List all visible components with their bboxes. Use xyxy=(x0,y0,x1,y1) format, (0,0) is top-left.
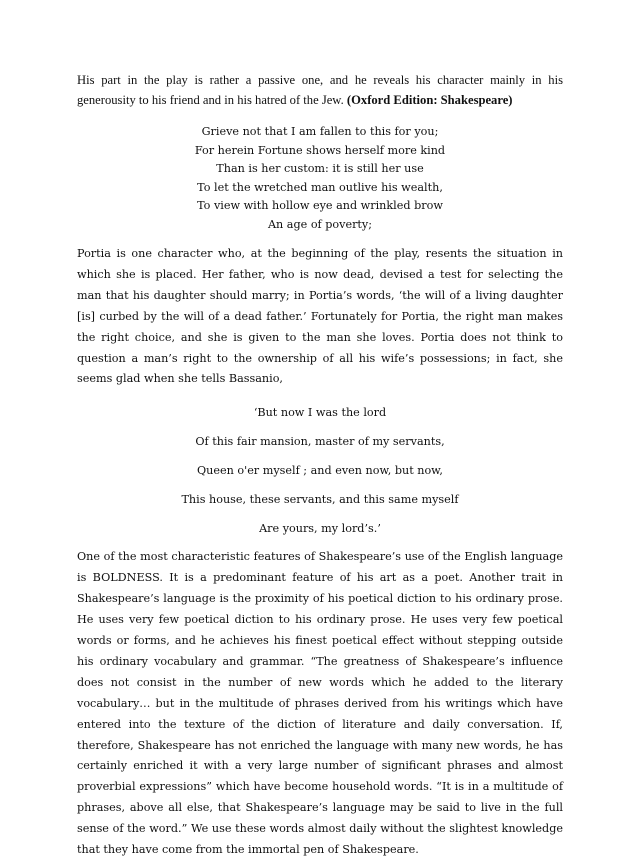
document-page xyxy=(77,60,563,861)
verse-line: To let the wretched man outlive his wealth, xyxy=(197,180,443,194)
verse-line: To view with hollow eye and wrinkled brow xyxy=(197,199,443,212)
verse-block-1 xyxy=(77,123,563,234)
verse-line: For herein Fortune shows herself more kind xyxy=(194,143,446,157)
verse-line: An age of poverty; xyxy=(267,217,373,231)
verse-line: Than is her custom: it is still her use xyxy=(216,162,424,175)
verse-line: Are yours, my lord’s.’ xyxy=(259,522,381,536)
verse-line: Of this fair mansion, master of my servants, xyxy=(195,435,445,449)
verse-line: This house, these servants, and this same myself xyxy=(181,493,459,507)
verse-line: ‘But now I was the lord xyxy=(253,406,387,420)
intro-citation: (Oxford Edition: Shakespeare) xyxy=(346,93,513,107)
body-paragraph-language: One of the most characteristic features of Shakespeare’s use of the English language is BOLDNESS. It is a predominant feature of his art as a poet. Another trait in Shakespeare’s language is the proximity of his poetical diction to his ordinary prose. He uses very few poetical diction to his ordinary prose. He uses very few poetical words or forms, and he achieves his finest poetical effect without stepping outside his ordinary vocabulary and grammar. “The greatness of Shakespeare’s influence does not consist in the number of new words which he added to the literary vocabulary… but in the multitude of phrases derived from his writings which have entered into the texture of the diction of literature and daily conversation. If, therefore, Shakespeare has not enriched the language with many new words, he has certainly enriched it with a very large number of significant phrases and almost proverbial expressions” which have become household words. “It is in a multitude of phrases, above all else, that Shakespeare’s language may be said to live in the full sense of the word.” We use these words almost daily without the slightest knowledge that they have come from the immortal pen of Shakespeare. xyxy=(77,550,563,857)
body-paragraph-portia: Portia is one character who, at the beginning of the play, resents the situation in which she is placed. Her father, who is now dead, devised a test for selecting the man that his daughter should marry; in Portia’s words, ‘the will of a living daughter [is] curbed by the will of a dead father.’ Fortunately for Portia, the right man makes the right choice, and she is given to the man she loves. Portia does not think to question a man’s right to the ownership of all his wife’s possessions; in fact, she seems glad when she tells Bassanio, xyxy=(77,247,563,386)
intro-paragraph xyxy=(77,70,563,110)
verse-block-2 xyxy=(77,402,563,539)
intro-text: His part in the play is rather a passive one, and he reveals his character mainly in his generousity to his friend and in his hatred of the Jew. xyxy=(77,73,563,107)
verse-line: Grieve not that I am fallen to this for you; xyxy=(201,125,439,138)
verse-line: Queen o'er myself ; and even now, but now, xyxy=(197,464,443,478)
